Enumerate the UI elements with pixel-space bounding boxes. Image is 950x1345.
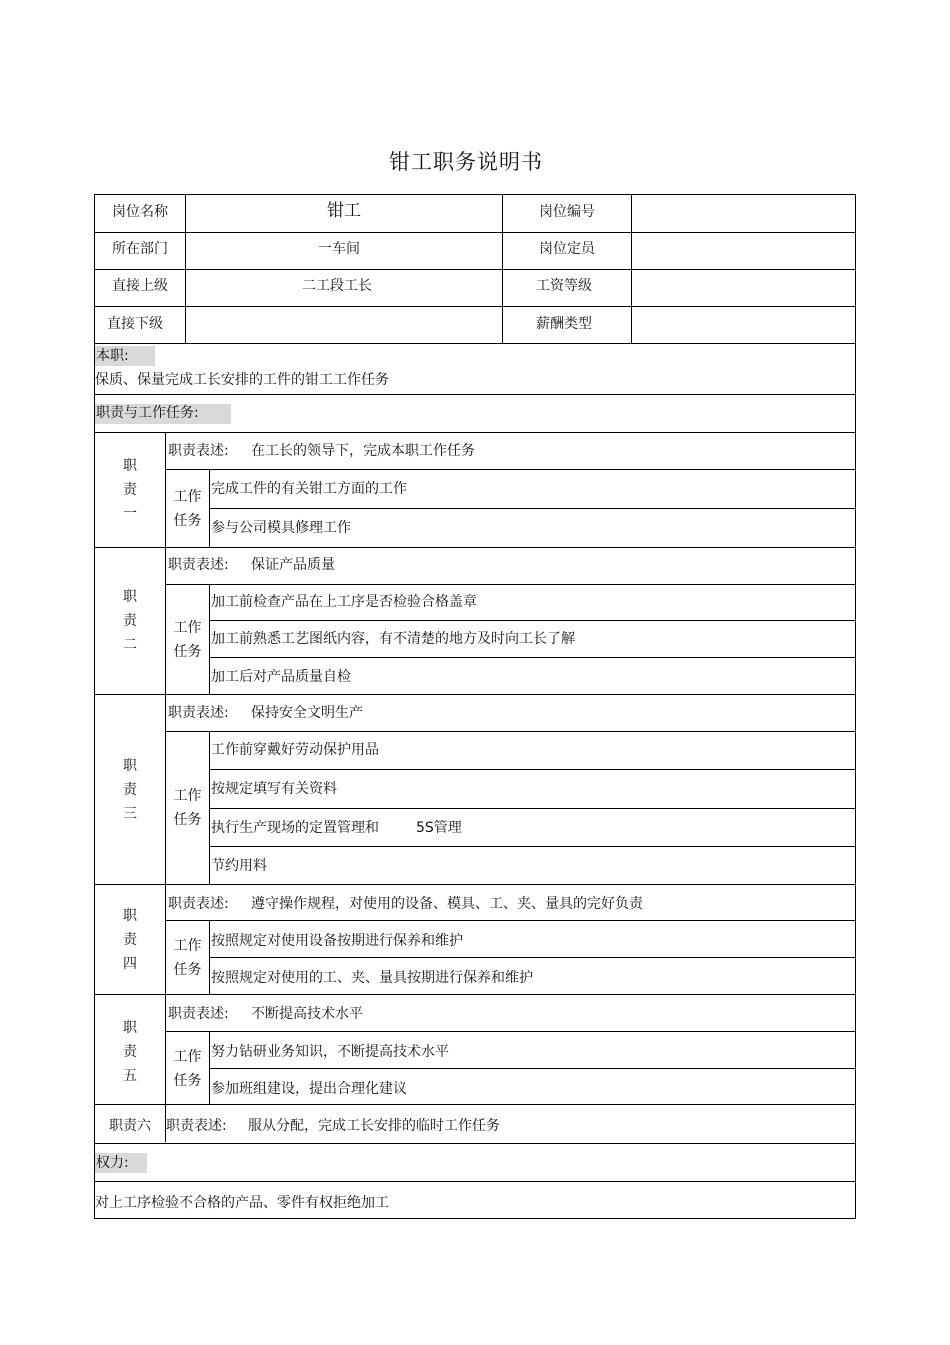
duty-3-task-label: 工作 任务	[173, 788, 202, 828]
duty-5-desc-label: 职责表述:	[168, 1006, 229, 1022]
post-code-label: 岗位编号	[539, 204, 595, 220]
duty-3-task-2: 按规定填写有关资料	[211, 781, 337, 797]
duty-1-task-label: 工作 任务	[173, 489, 202, 529]
duty-1-desc: 在工长的领导下，完成本职工作任务	[251, 443, 475, 459]
post-name-label: 岗位名称	[112, 204, 168, 220]
duty-2-task-2: 加工前熟悉工艺图纸内容，有不清楚的地方及时向工长了解	[211, 631, 575, 647]
quota-label: 岗位定员	[539, 241, 595, 257]
duty-4-desc: 遵守操作规程，对使用的设备、模具、工、夹、量具的完好负责	[251, 896, 643, 912]
duty-1-name: 职 责 一	[123, 458, 137, 522]
duty-5-name: 职 责 五	[123, 1020, 137, 1084]
duty-3-task-3: 执行生产现场的定置管理和	[211, 820, 379, 836]
main-duty-label: 本职:	[96, 348, 129, 364]
duty-3-task-3-suffix: 5S管理	[416, 820, 462, 836]
duty-2-task-3: 加工后对产品质量自检	[211, 669, 351, 685]
duty-3-task-1: 工作前穿戴好劳动保护用品	[211, 742, 379, 758]
authority-label: 权力:	[96, 1155, 129, 1171]
duty-5-task-label: 工作 任务	[173, 1049, 202, 1089]
duty-1-desc-label: 职责表述:	[168, 443, 229, 459]
post-name-value: 钳工	[327, 201, 361, 221]
duty-3-name: 职 责 三	[123, 758, 137, 822]
duty-2-desc-label: 职责表述:	[168, 557, 229, 573]
grade-label: 工资等级	[536, 278, 592, 294]
subordinate-label: 直接下级	[107, 316, 163, 332]
duty-2-name: 职 责 二	[123, 589, 137, 653]
dept-label: 所在部门	[112, 241, 168, 257]
duty-5-desc: 不断提高技术水平	[251, 1006, 363, 1022]
duty-4-desc-label: 职责表述:	[168, 896, 229, 912]
superior-value: 二工段工长	[302, 278, 372, 294]
salary-type-label: 薪酬类型	[536, 316, 592, 332]
duty-6-desc-label: 职责表述:	[166, 1118, 227, 1134]
dept-value: 一车间	[318, 241, 360, 257]
duty-3-desc-label: 职责表述:	[168, 705, 229, 721]
duty-1-task-1: 完成工件的有关钳工方面的工作	[211, 481, 407, 497]
page-title: 钳工职务说明书	[389, 150, 543, 174]
duty-2-task-label: 工作 任务	[173, 620, 202, 660]
duty-2-task-1: 加工前检查产品在上工序是否检验合格盖章	[211, 594, 477, 610]
superior-label: 直接上级	[112, 278, 168, 294]
duty-4-name: 职 责 四	[123, 908, 137, 972]
duty-2-desc: 保证产品质量	[251, 557, 335, 573]
duty-3-desc: 保持安全文明生产	[251, 705, 363, 721]
duty-6-name: 职责六	[109, 1118, 151, 1134]
duty-1-task-2: 参与公司模具修理工作	[211, 520, 351, 536]
duties-heading: 职责与工作任务:	[96, 405, 199, 421]
main-duty-text: 保质、保量完成工长安排的工件的钳工工作任务	[95, 372, 389, 388]
authority-text: 对上工序检验不合格的产品、零件有权拒绝加工	[95, 1195, 389, 1211]
duty-6-desc: 服从分配，完成工长安排的临时工作任务	[248, 1118, 500, 1134]
duty-4-task-2: 按照规定对使用的工、夹、量具按期进行保养和维护	[211, 970, 533, 986]
duty-5-task-2: 参加班组建设，提出合理化建议	[211, 1081, 407, 1097]
duty-4-task-label: 工作 任务	[173, 938, 202, 978]
duty-3-task-4: 节约用料	[211, 858, 267, 874]
duty-5-task-1: 努力钻研业务知识，不断提高技术水平	[211, 1044, 449, 1060]
duty-4-task-1: 按照规定对使用设备按期进行保养和维护	[211, 933, 463, 949]
